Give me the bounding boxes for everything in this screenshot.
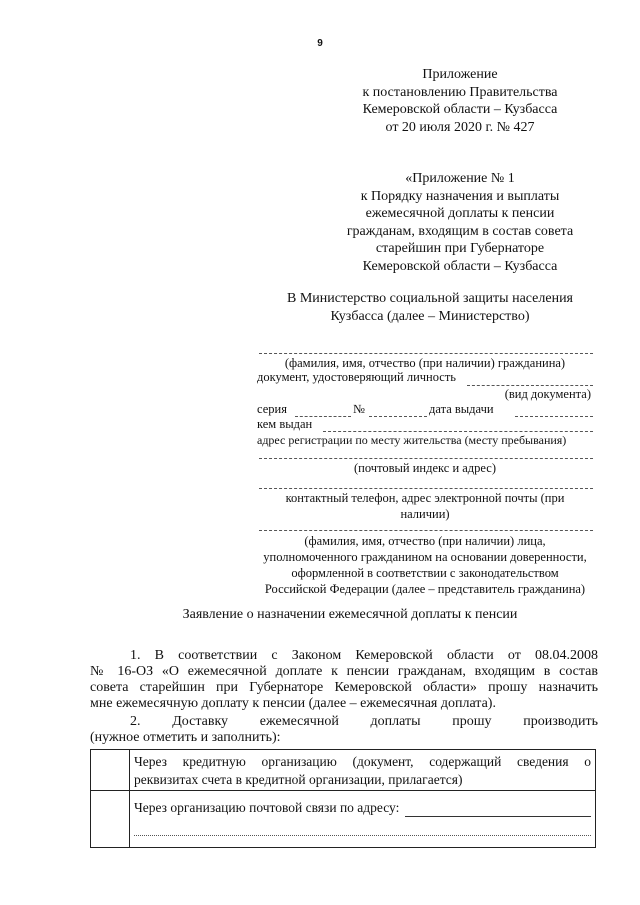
appendix-header-line: Приложение <box>422 67 498 82</box>
issued-by-field[interactable] <box>323 431 593 432</box>
delivery-options-table <box>90 749 596 848</box>
delivery-option-text <box>130 750 596 791</box>
paragraph-2-line: 2. Доставку ежемесячной доплаты прошу производить <box>130 714 598 729</box>
delivery-option-row <box>91 791 596 848</box>
postal-caption: (почтовый индекс и адрес) <box>354 461 496 475</box>
paragraph-2 <box>90 714 598 746</box>
contact-caption-line: наличии) <box>400 507 450 521</box>
representative-caption-line: (фамилия, имя, отчество (при наличии) лица, <box>304 534 546 548</box>
address-label: адрес регистрации по месту жительства (месту пребывания) <box>257 433 567 447</box>
delivery-option-checkbox[interactable] <box>91 750 130 791</box>
doc-type-caption: (вид документа) <box>504 387 591 401</box>
postal-address-field[interactable] <box>405 802 591 817</box>
appendix-header-line: от 20 июля 2020 г. № 427 <box>385 119 535 135</box>
delivery-option-line: Через кредитную организацию (документ, содержащий сведения о <box>134 754 591 769</box>
delivery-option-row <box>91 750 596 791</box>
paragraph-1 <box>90 648 598 712</box>
appendix-one-line: к Порядку назначения и выплаты <box>360 188 560 204</box>
delivery-option-text <box>130 791 596 848</box>
appendix-one-line: Кемеровской области – Кузбасса <box>362 258 558 274</box>
fio-caption: (фамилия, имя, отчество (при наличии) гражданина) <box>284 356 566 370</box>
fio-field[interactable] <box>259 353 593 354</box>
addressee-line: В Министерство социальной защиты населения <box>286 291 573 306</box>
delivery-option-line: реквизитах счета в кредитной организации, прилагается) <box>134 771 463 787</box>
issue-date-field[interactable] <box>515 416 593 417</box>
representative-field[interactable] <box>259 530 593 531</box>
appendix-one-line: ежемесячной доплаты к пенсии <box>365 206 555 221</box>
paragraph-1-line: № 16-ОЗ «О ежемесячной доплате к пенсии гражданам, входящим в состав <box>90 664 598 679</box>
representative-caption-line: Российской Федерации (далее – представитель гражданина) <box>264 582 586 596</box>
appendix-header-line: Кемеровской области – Кузбасса <box>362 102 558 117</box>
contact-caption-line: контактный телефон, адрес электронной почты (при <box>285 491 565 505</box>
appendix-one-line: «Приложение № 1 <box>405 171 515 186</box>
statement-title: Заявление о назначении ежемесячной доплаты к пенсии <box>182 607 518 622</box>
doc-label: документ, удостоверяющий личность <box>257 370 457 384</box>
delivery-option-line: Через организацию почтовой связи по адресу: <box>134 800 400 815</box>
paragraph-2-line: (нужное отметить и заполнить): <box>90 730 281 745</box>
issued-by-label: кем выдан <box>257 417 313 431</box>
representative-caption-line: уполномоченного гражданином на основании доверенности, <box>263 550 587 564</box>
series-label: серия <box>257 402 287 416</box>
postal-address-field-continued[interactable] <box>134 821 591 836</box>
appendix-header-line: к постановлению Правительства <box>362 84 558 100</box>
paragraph-1-line: мне ежемесячную доплату к пенсии (далее – ежемесячная доплата). <box>90 696 496 711</box>
appendix-one-line: старейшин при Губернаторе <box>375 241 545 256</box>
appendix-one-line: гражданам, входящим в состав совета <box>346 223 574 239</box>
address-field[interactable] <box>259 458 593 459</box>
page-number: 9 <box>317 38 323 49</box>
number-label: № <box>353 402 365 416</box>
paragraph-1-line: совета старейшин при Губернаторе Кемеровской области» прошу назначить <box>90 680 598 695</box>
issue-date-label: дата выдачи <box>429 402 494 416</box>
addressee-line: Кузбасса (далее – Министерство) <box>330 308 530 324</box>
delivery-option-checkbox[interactable] <box>91 791 130 848</box>
number-field[interactable] <box>369 416 427 417</box>
paragraph-1-line: 1. В соответствии с Законом Кемеровской области от 08.04.2008 <box>130 648 598 663</box>
contact-field[interactable] <box>259 488 593 489</box>
representative-caption-line: оформленной в соответствии с законодательством <box>291 566 559 580</box>
